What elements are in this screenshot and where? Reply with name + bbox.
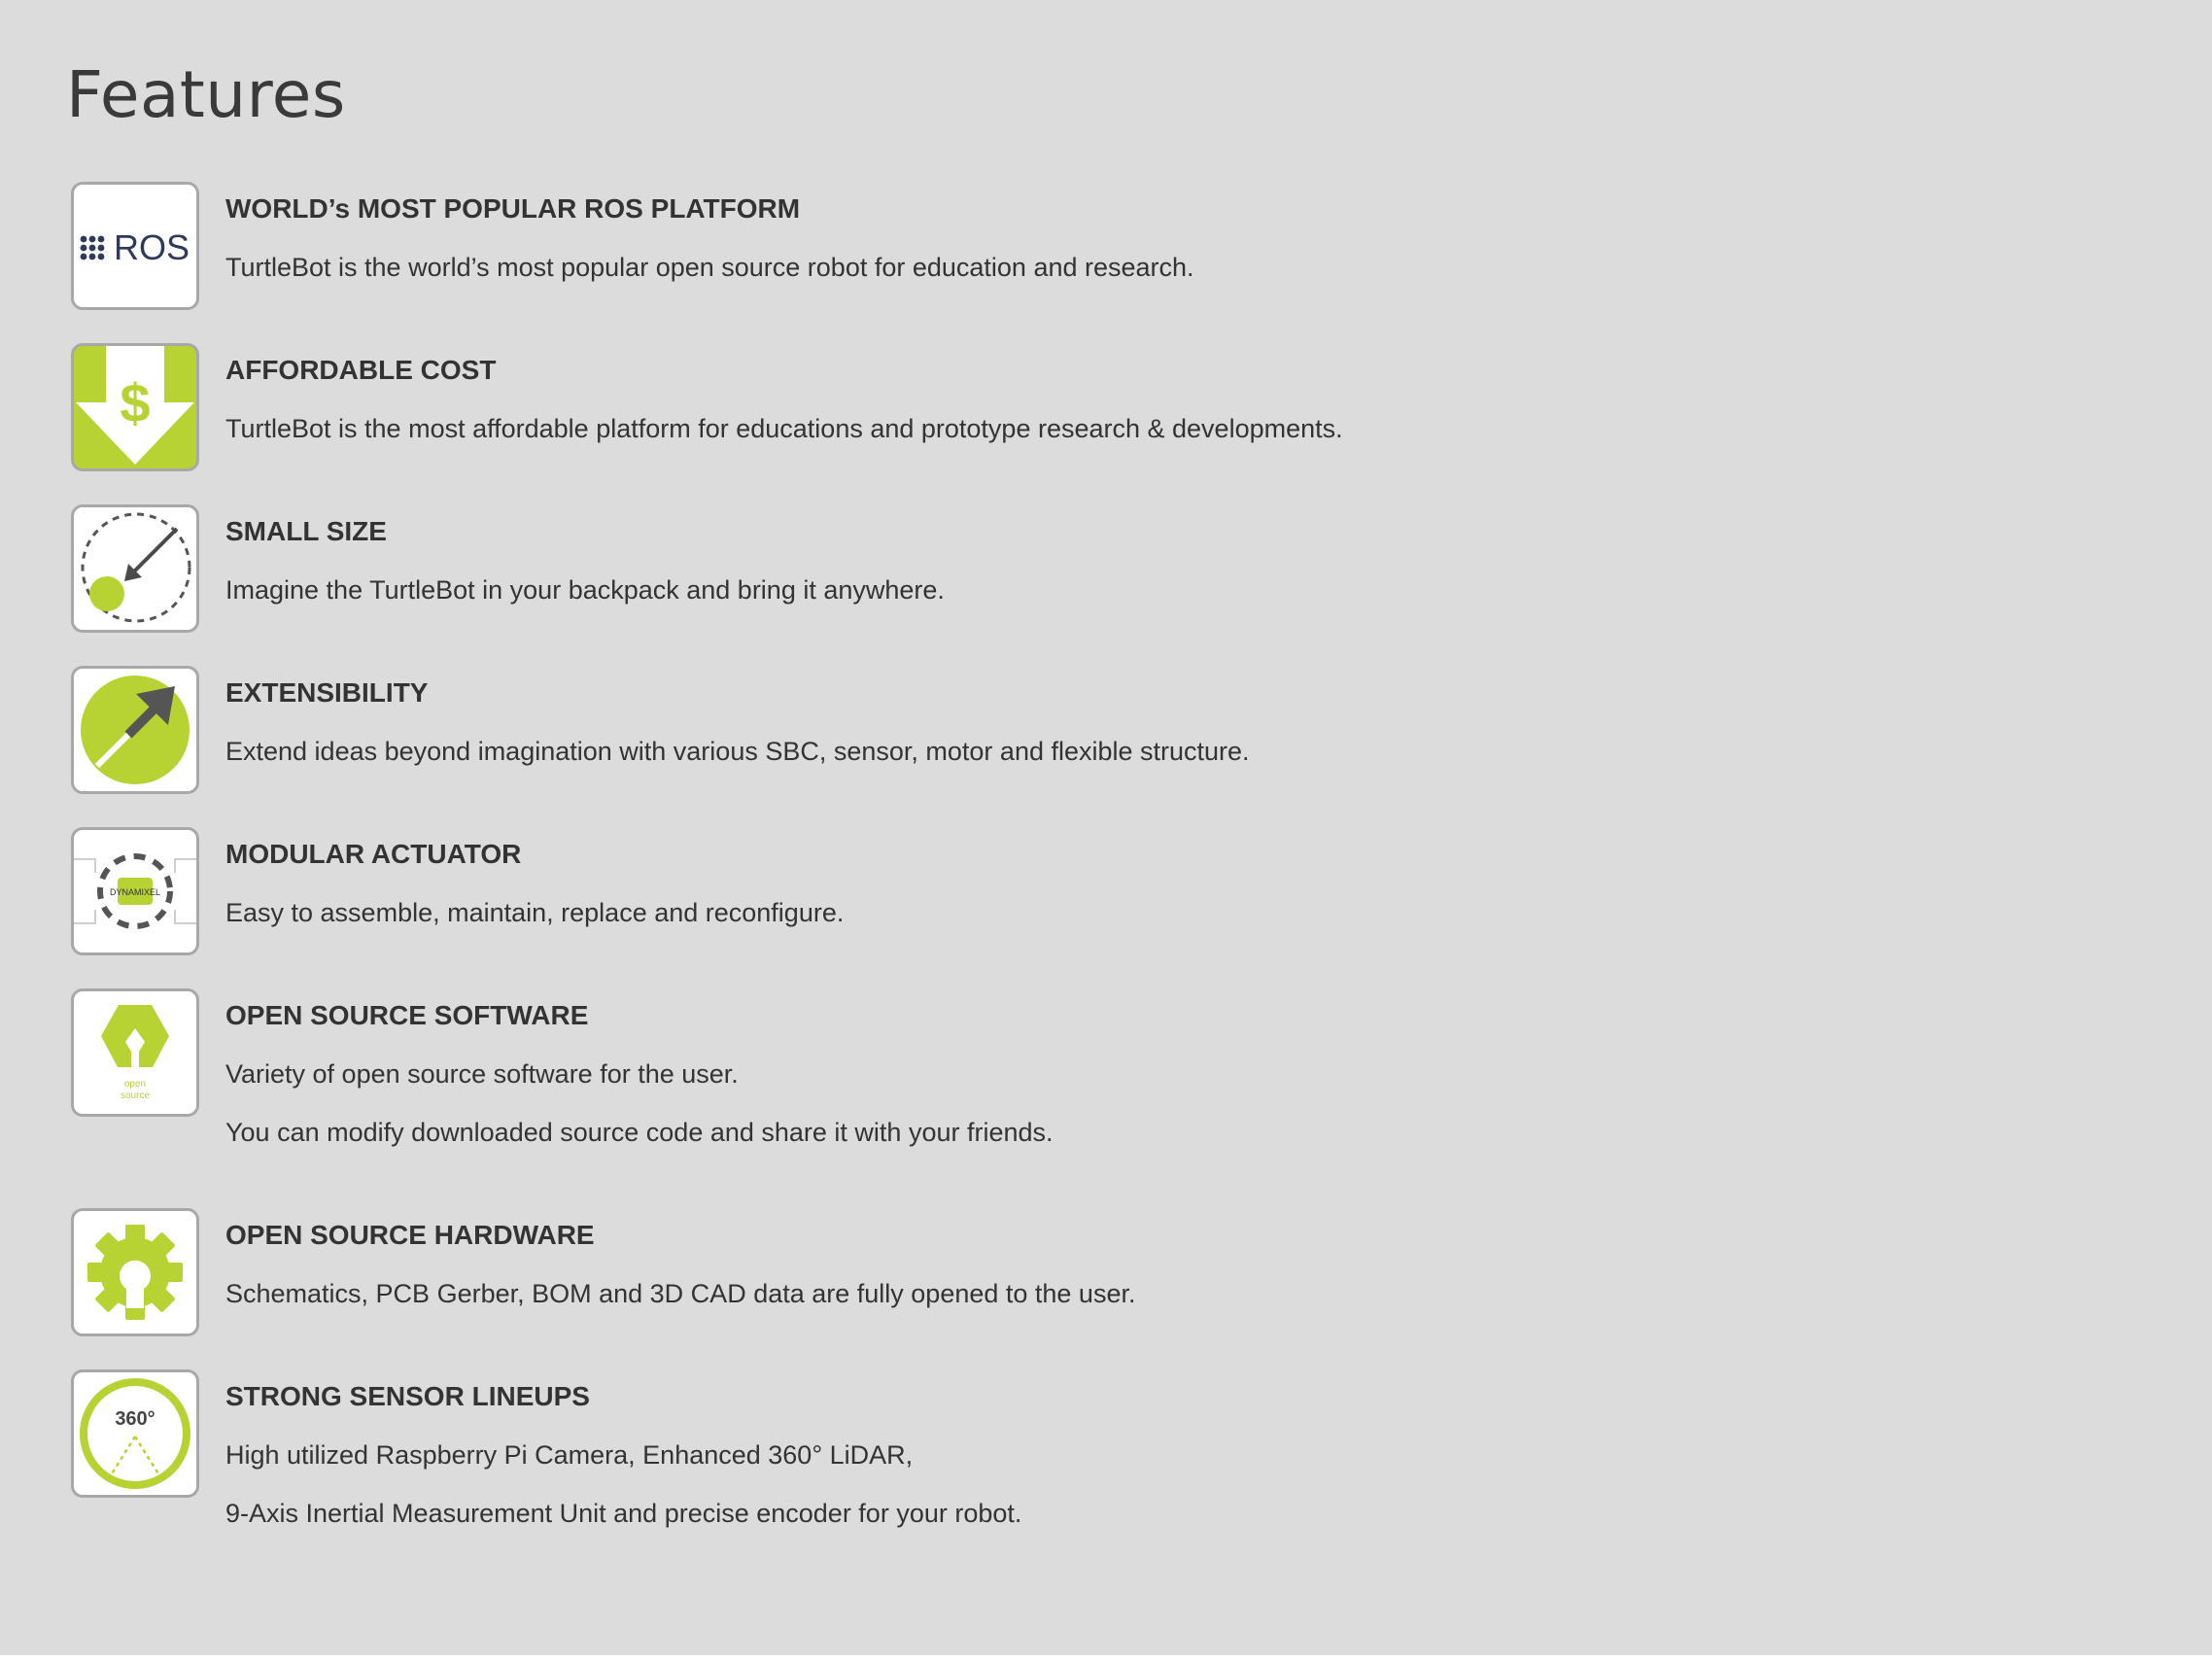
feature-description: Easy to assemble, maintain, replace and reconfigure.: [225, 898, 845, 927]
extensibility-arrow-icon: [71, 666, 199, 794]
feature-title: OPEN SOURCE SOFTWARE: [225, 1000, 589, 1030]
dollar-down-arrow-icon: [71, 343, 199, 471]
feature-title: AFFORDABLE COST: [225, 355, 497, 385]
feature-description: High utilized Raspberry Pi Camera, Enhanced 360° LiDAR,: [225, 1440, 914, 1470]
feature-title: EXTENSIBILITY: [225, 677, 429, 708]
feature-description: Variety of open source software for the user.: [225, 1059, 739, 1089]
open-label: open: [123, 1079, 147, 1090]
feature-title: OPEN SOURCE HARDWARE: [225, 1220, 595, 1250]
ros-logo-text: ROS: [113, 227, 190, 267]
dynamixel-actuator-icon: [71, 827, 199, 955]
feature-description: You can modify downloaded source code and share it with your friends.: [225, 1118, 1054, 1147]
lidar-360-icon: [71, 1369, 199, 1498]
feature-title: SMALL SIZE: [225, 516, 387, 546]
feature-description: TurtleBot is the world’s most popular open source robot for education and research.: [225, 253, 1194, 282]
feature-title: MODULAR ACTUATOR: [225, 839, 522, 869]
source-label: source: [120, 1091, 151, 1101]
open-source-hardware-gear-icon: [71, 1208, 199, 1336]
small-size-icon: [71, 504, 199, 633]
dollar-sign: $: [120, 372, 151, 433]
page-title: Features: [66, 57, 346, 132]
ros-logo-icon: [71, 182, 199, 310]
feature-description: Schematics, PCB Gerber, BOM and 3D CAD data are fully opened to the user.: [225, 1279, 1136, 1308]
feature-description: 9-Axis Inertial Measurement Unit and precise encoder for your robot.: [225, 1499, 1022, 1528]
feature-title: STRONG SENSOR LINEUPS: [225, 1381, 590, 1411]
lidar-360-label: 360°: [115, 1408, 156, 1430]
dynamixel-label: DYNAMIXEL: [109, 887, 161, 897]
open-source-software-icon: [71, 988, 199, 1117]
feature-title: WORLD’s MOST POPULAR ROS PLATFORM: [225, 193, 801, 224]
feature-description: Extend ideas beyond imagination with various SBC, sensor, motor and flexible structure.: [225, 737, 1250, 766]
feature-description: TurtleBot is the most affordable platform for educations and prototype research & developments.: [225, 414, 1343, 443]
feature-description: Imagine the TurtleBot in your backpack and bring it anywhere.: [225, 575, 945, 605]
